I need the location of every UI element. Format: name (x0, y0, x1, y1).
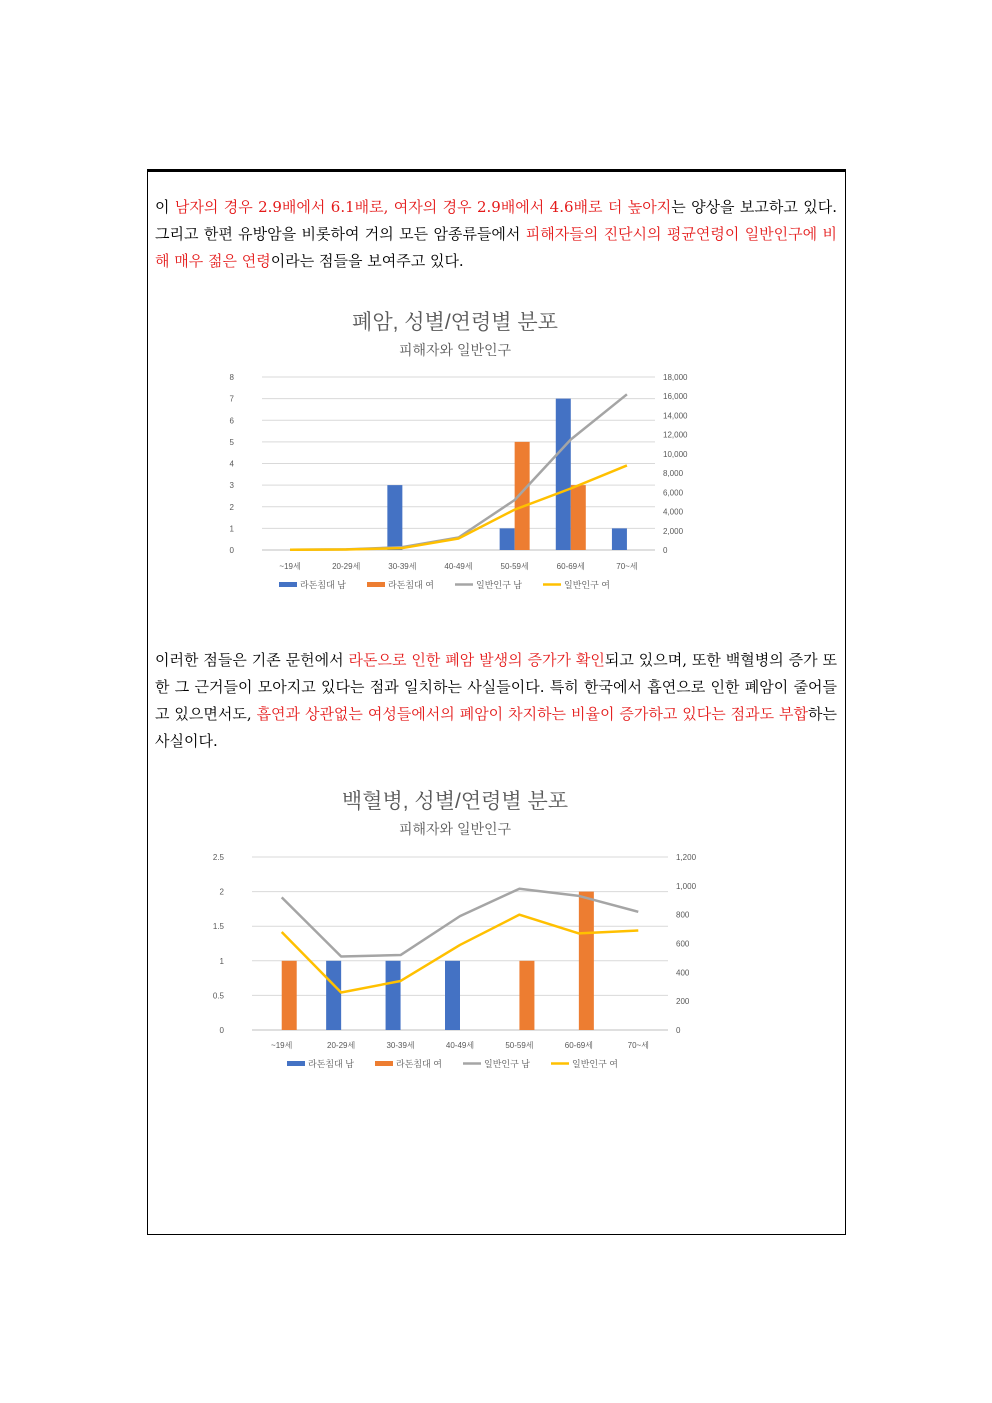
y-tick-label: 2 (219, 887, 224, 897)
body-text: 이 (155, 198, 175, 216)
x-tick-label: 30-39세 (388, 562, 417, 571)
legend-swatch (375, 1061, 393, 1066)
legend-item (463, 1058, 530, 1069)
legend-label: 라돈침대 남 (308, 1059, 354, 1069)
body-text: 이라는 점들을 보여주고 있다. (270, 252, 464, 270)
chart-svg (220, 307, 690, 599)
legend-label: 라돈침대 여 (388, 580, 434, 590)
x-tick-label: 50-59세 (500, 562, 529, 571)
bar (571, 485, 586, 550)
x-tick-label: ~19세 (271, 1041, 293, 1050)
x-tick-label: 20-29세 (327, 1041, 356, 1050)
x-tick-label: 40-49세 (444, 562, 473, 571)
highlighted-text: 라돈으로 인한 폐암 발생의 증가가 확인 (348, 651, 605, 669)
bar (612, 528, 627, 550)
bar (386, 961, 401, 1030)
body-text: 되고 있으며, 또한 백혈병의 증가 또한 그 근거들이 모아지고 있다는 점과 일치하는 사실들이다. 특히 한국에서 흡연으로 인한 폐암이 줄어들고 있으면서도, (155, 651, 837, 723)
chart-subtitle: 피해자와 일반인구 (398, 342, 512, 358)
y2-tick-label: 200 (676, 997, 690, 1007)
bar (500, 528, 515, 550)
x-tick-label: ~19세 (279, 562, 301, 571)
bar (326, 961, 341, 1030)
legend-item (287, 1058, 354, 1069)
bar (519, 961, 534, 1030)
y-tick-label: 4 (229, 459, 234, 469)
highlighted-text: 남자의 경우 2.9배에서 6.1배로, 여자의 경우 2.9배에서 4.6배로 더 높아지 (174, 198, 672, 216)
bar (387, 485, 402, 550)
x-tick-label: 40-49세 (445, 1041, 475, 1050)
y2-tick-label: 18,000 (663, 373, 688, 382)
legend-swatch (279, 582, 297, 587)
y-tick-label: 1 (229, 524, 234, 534)
y-tick-label: 1 (219, 956, 224, 966)
bar (579, 892, 594, 1030)
y-tick-label: 3 (229, 481, 234, 491)
y-tick-label: 0 (219, 1026, 224, 1035)
x-tick-label: 20-29세 (332, 562, 361, 571)
chart-subtitle: 피해자와 일반인구 (398, 821, 512, 837)
y2-tick-label: 8,000 (663, 469, 684, 479)
y2-tick-label: 0 (663, 546, 668, 555)
bar (445, 961, 460, 1030)
legend-label: 일반인구 남 (484, 1059, 530, 1069)
legend-label: 라돈침대 여 (396, 1059, 442, 1069)
y2-tick-label: 6,000 (663, 488, 684, 498)
y-tick-label: 7 (229, 394, 234, 404)
y2-tick-label: 14,000 (663, 411, 688, 421)
y-tick-label: 6 (229, 416, 234, 426)
y-tick-label: 2.5 (212, 853, 224, 862)
x-tick-label: 70~세 (627, 1041, 649, 1050)
chart-title: 백혈병, 성별/연령별 분포 (341, 790, 569, 813)
body-text: 하는 사실이다. (155, 705, 837, 750)
y-tick-label: 8 (229, 373, 234, 382)
highlighted-text: 흡연과 상관없는 여성들에서의 폐암이 차지하는 비율이 증가하고 있다는 점과도 부합 (256, 705, 809, 723)
y2-tick-label: 0 (676, 1026, 681, 1035)
y-tick-label: 0.5 (212, 991, 224, 1001)
legend-swatch (287, 1061, 305, 1066)
bar (556, 399, 571, 550)
legend-item (551, 1058, 618, 1069)
y2-tick-label: 800 (676, 910, 690, 920)
y2-tick-label: 400 (676, 968, 690, 978)
legend-item (455, 579, 522, 590)
y2-tick-label: 12,000 (663, 430, 688, 440)
y2-tick-label: 10,000 (663, 449, 688, 459)
legend-label: 라돈침대 남 (300, 580, 346, 590)
legend-item (367, 579, 434, 590)
y-tick-label: 0 (229, 546, 234, 555)
x-tick-label: 30-39세 (386, 1041, 415, 1050)
legend-item (375, 1058, 442, 1069)
chart-svg (212, 786, 697, 1078)
lung-cancer-chart (220, 307, 690, 599)
legend-swatch (367, 582, 385, 587)
x-tick-label: 60-69세 (564, 1041, 593, 1050)
y2-tick-label: 4,000 (663, 507, 684, 517)
x-tick-label: 50-59세 (505, 1041, 534, 1050)
y-tick-label: 5 (229, 437, 234, 447)
y-tick-label: 1.5 (212, 922, 224, 932)
paragraph-1 (155, 194, 837, 275)
y2-tick-label: 1,000 (676, 881, 697, 891)
x-tick-label: 70~세 (616, 562, 638, 571)
y2-tick-label: 2,000 (663, 526, 684, 536)
body-text: 이러한 점들은 기존 문헌에서 (155, 651, 349, 669)
y2-tick-label: 1,200 (676, 853, 697, 862)
y2-tick-label: 16,000 (663, 392, 688, 402)
chart-title: 폐암, 성별/연령별 분포 (352, 311, 558, 334)
leukemia-chart (212, 786, 697, 1078)
y2-tick-label: 600 (676, 939, 690, 949)
legend-label: 일반인구 남 (476, 580, 522, 590)
x-tick-label: 60-69세 (556, 562, 585, 571)
legend-item (279, 579, 346, 590)
paragraph-2 (155, 647, 837, 755)
y-tick-label: 2 (229, 502, 234, 512)
legend-label: 일반인구 여 (572, 1059, 618, 1069)
highlighted-text: 피해자들의 진단시의 평균연령이 일반인구에 비해 매우 젊은 연령 (155, 225, 837, 270)
body-text: 는 양상을 보고하고 있다. 그리고 한편 유방암을 비롯하여 거의 모든 암종류들에서 (155, 198, 837, 243)
bar (282, 961, 297, 1030)
legend-item (543, 579, 610, 590)
legend-label: 일반인구 여 (564, 580, 610, 590)
